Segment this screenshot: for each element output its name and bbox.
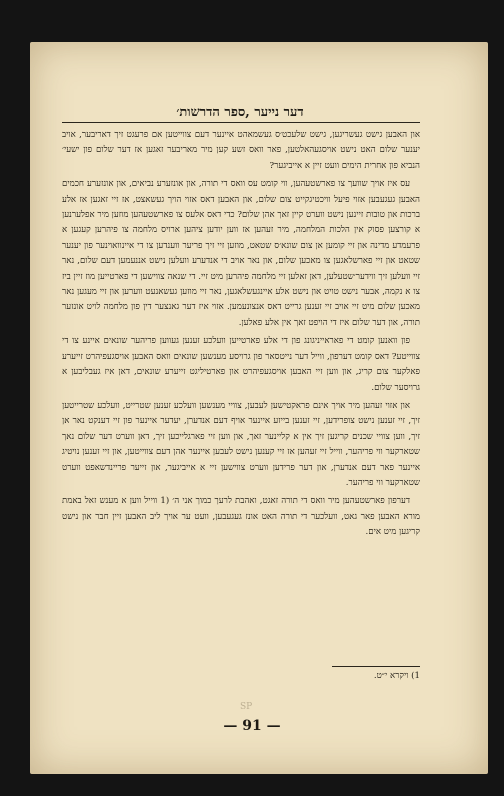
footnote-divider — [332, 666, 420, 667]
library-stamp: SP — [240, 702, 253, 712]
paragraph-3: פון וואנען קומט די פאראייניגונג פון די אלע פארטייען וועלכע זענען געווען פריהער שונאים איינע צו די צווייטע? דאס קומט דערפון, ווייל דער נייטסאר פון גרויסע מענשען שונאים וואס האבען אויסגעפיהרט זייערע פאלקער צום קריג, און ווען זיי האבען אויסגעפיהרט און פארטיליגט זייערע שונאים, דאן איז געבליבען א גרויסער שלום. — [62, 336, 420, 393]
paragraph-4: און אזוי זעהען מיר אויך אינם פראקטישען לעבען, צוויי מענשען וועלכע זענען שטרייט, וועלכע שטרייטען זיך, זיי זענען נישט צופרידען, זיי זענען בייזע איינער אויף דעם אנדערן, יעדער איינער פון זיי דענקט נאר אן זיך, ווען צוויי שכנים קריגען זיך אין א קליינער זאך, און ווען זיי פארגלייכען זיך, דאן ווערט דער שלום נאך שטארקער ווי פריהער, ווייל זיי זעהען אז זיי קענען נישט לעבען איינער אהן דעם צווייטען, און זיי זענען נויטיג איינער פאר דעם אנדערן, און דער פרידען ווערט צווישען זיי א אייביגער, און זייער פריינדשאפט ווערט שטארקער ווי פריהער. — [62, 400, 420, 488]
running-header: דער נייער ,ספר הדרשות׳ — [176, 105, 304, 120]
paragraph-5: דערפון פארשטעהען מיר וואס די תורה זאגט, ואהבת לרעך כמוך אני ה׳ (1 ווייל ווען א מענש זאל באמת מורא האבען פאר גאט, וועלכער די תורה האט אונז געגעבען, וועט ער אויך ליב האבען זיין חבר און נישט קריגען מיט אים. — [62, 496, 420, 538]
page-body — [62, 128, 420, 544]
header-divider — [62, 122, 420, 123]
page-number: — 91 — — [223, 718, 281, 734]
footnote: 1) ויקרא י״ט. — [373, 671, 420, 681]
paragraph-2: עס איז אויך שוועך צו פארשטעהען, ווי קומט עס וואס די תורה, און אונזערע נביאים, און אונזערע חכמים האבען געגעבען אזוי פיעל וויכטיגקייט צום שלום, און האבען דאס אזוי הויך געשאצט, אז זיי זאגען אז אלע ברכות און טובות זיינען נישט ווערט קיין זאך אהן שלום? כדי דאס אלעס צו פארשטעהען מוזען מיר אפלערנען א קורצען פסוק אין הלכות המלחמה, מיר זעהען אז ווען יודען ציהען ארויס מלחמה צו פיהרען קעגען א פרעמדע מדינה און זיי קומען אן צום שונא׳ס שטאט, מוזען זיי זיך פריער ווענדען צו די איינוואוינער פון יענער שטאט און זיי פארשלאגען צו מאכען שלום, און נאר אויב די אנדערע וועלען נישט אננעמען דעם שלום, נאר זיי וועלען זיך ווידער׳שטעלען, דאן זאלען זיי מלחמה פיהרען מיט זיי. די שנאה צווישען די פארטייען מוז זיין ביז צו א נקמה, אבער נישט טויט און נישט אלע איינגעשלאגען, נאר זיי מוזען געשאנעט ווערען און זיי מעגען נאר מאכען שלום מיט זיי אויב זיי זענען גרייט דאס אנצונעמען. אזוי איז דער גאנצער דין פון מלחמה לויט אונזער תורה, און דער שלום איז די הויפט זאך אין אלע פאלען. — [62, 179, 420, 328]
paragraph-1: און האבען גישט געשריגען, גישט שלעכט׳ס געשמאהט איינער דעם צווייטען אם פרעגט זיך דאריבער, אויב יענער שלום האט נישט אויסגעהאלטען, פאר וואס זשע קען מיר מאריבער זאגען אז דער שלום פון ישעי׳ הנביא פון אחרית הימים וועט זיין א אייביגער? — [62, 130, 420, 171]
